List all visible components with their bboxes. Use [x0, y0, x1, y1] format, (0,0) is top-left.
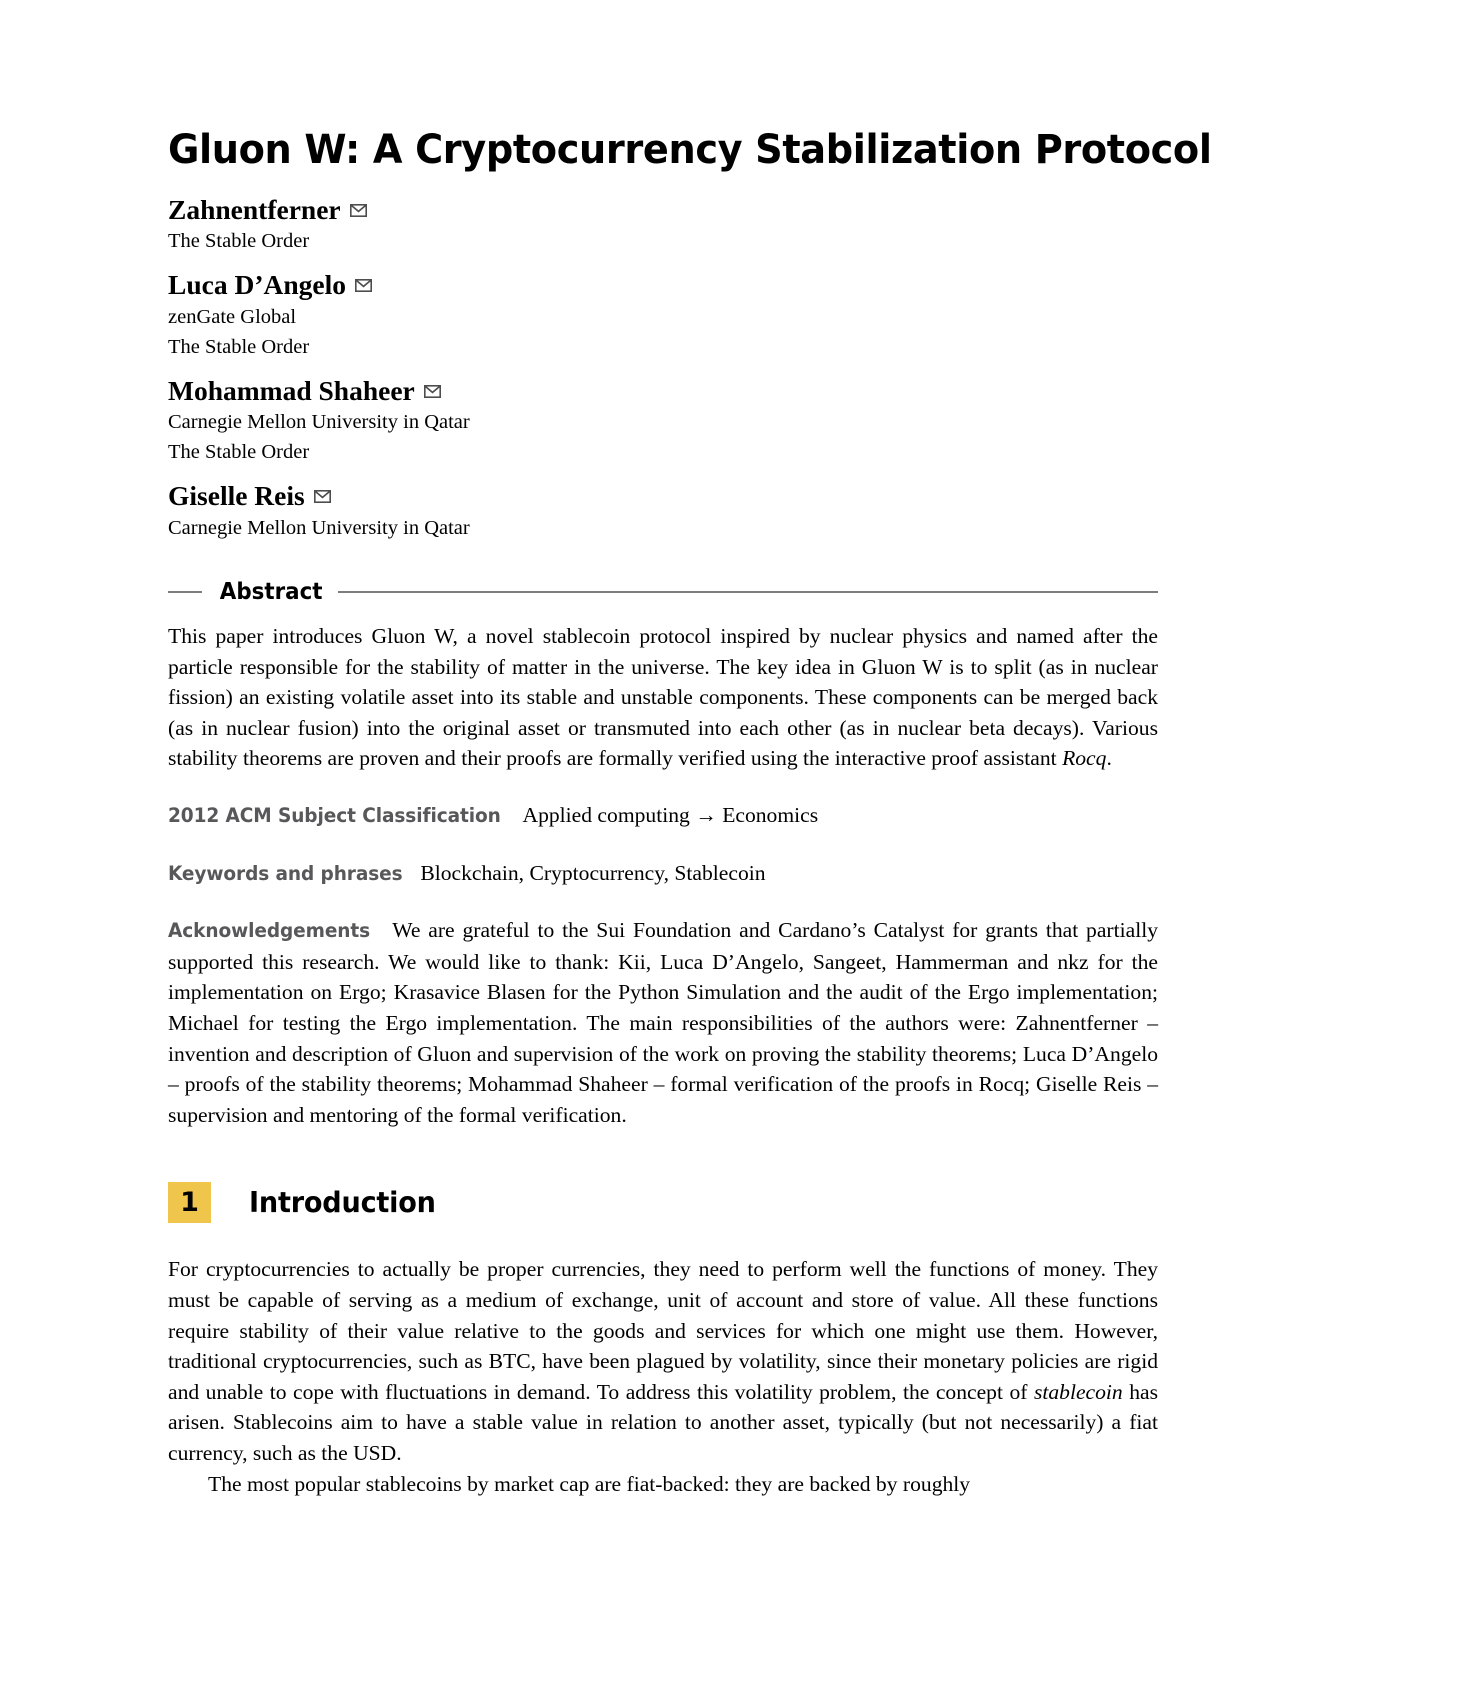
author-list — [168, 194, 1158, 544]
abstract-label: Abstract — [219, 579, 323, 606]
section-paragraph — [168, 1254, 1158, 1468]
author-entry — [168, 480, 1158, 543]
keywords-label: Keywords and phrases — [168, 861, 403, 885]
author-affiliation: zenGate Global — [168, 305, 297, 328]
abstract-italic-term: Rocq — [1062, 746, 1107, 771]
paper-content-column — [168, 0, 1212, 1499]
abstract-text — [168, 621, 1158, 774]
author-name: Giselle Reis — [168, 480, 305, 512]
keywords-value: Blockchain, Cryptocurrency, Stablecoin — [420, 860, 766, 885]
author-name: Zahnentferner — [168, 193, 341, 225]
paragraph-italic-term: stablecoin — [1033, 1379, 1123, 1404]
acm-classification-label: 2012 ACM Subject Classification — [168, 804, 501, 828]
author-affiliation: The Stable Order — [168, 335, 310, 358]
keywords — [168, 858, 1158, 890]
author-affiliation: Carnegie Mellon University in Qatar — [168, 411, 470, 434]
section-number-badge — [168, 1182, 211, 1223]
acknowledgements-value: We are grateful to the Sui Foundation and Cardano’s Catalyst for grants that partially supported this research. We would like to thank: Kii, Luca D’Angelo, Sangeet, Hammerman and nkz for the implementation on Ergo; Krasavice Blasen for the Python Simulation and the audit of the Ergo implementation; Michael for testing the Ergo implementation. The main responsibilities of the authors were: Zahnentferner – invention and description of Gluon and supervision of the work on proving the stability theorems; Luca D’Angelo – proofs of the stability theorems; Mohammad Shaheer – formal verification of the proofs in Rocq; Giselle Reis – supervision and mentoring of the formal verification. — [168, 918, 1158, 1127]
envelope-icon[interactable] — [424, 385, 441, 398]
author-name: Mohammad Shaheer — [168, 374, 415, 406]
abstract-rule-left — [168, 591, 202, 594]
author-name: Luca D’Angelo — [168, 269, 346, 301]
section-paragraph — [168, 1469, 1158, 1500]
author-affiliation: Carnegie Mellon University in Qatar — [168, 516, 470, 539]
envelope-icon[interactable] — [350, 204, 367, 217]
author-entry — [168, 194, 1158, 257]
section-heading-introduction — [168, 1182, 1158, 1223]
acm-classification-value: Applied computing → Economics — [522, 803, 819, 828]
page-title: Gluon W: A Cryptocurrency Stabilization Protocol — [168, 125, 1212, 173]
abstract-text-part1: This paper introduces Gluon W, a novel stablecoin protocol inspired by nuclear physics and named after the particle responsible for the stability of matter in the universe. The key idea in Gluon W is to split (as in nuclear fission) an existing volatile asset into its stable and unstable components. These components can be merged back (as in nuclear fusion) into the original asset or transmuted into each other (as in nuclear beta decays). Various stability theorems are proven and their proofs are formally verified using the interactive proof assistant — [168, 624, 1158, 771]
paragraph-part1: The most popular stablecoins by market cap are fiat-backed: they are backed by roughly — [208, 1471, 971, 1496]
acm-classification — [168, 800, 1158, 832]
abstract-heading — [168, 579, 1158, 605]
envelope-icon[interactable] — [355, 279, 372, 292]
acknowledgements-label: Acknowledgements — [168, 919, 371, 943]
section-number: 1 — [180, 1187, 199, 1219]
envelope-icon[interactable] — [314, 490, 331, 503]
paragraph-part2: has arisen. Stablecoins aim to have a stable value in relation to another asset, typically (but not necessarily) a fiat currency, such as the USD. — [168, 1379, 1158, 1465]
author-entry — [168, 375, 1158, 468]
abstract-rule-right — [338, 591, 1158, 594]
author-affiliation: The Stable Order — [168, 229, 310, 252]
section-title: Introduction — [249, 1186, 436, 1220]
author-entry — [168, 269, 1158, 362]
author-affiliation: The Stable Order — [168, 441, 310, 464]
acknowledgements — [168, 915, 1158, 1130]
abstract-text-part2: . — [1106, 746, 1112, 771]
paragraph-part1: For cryptocurrencies to actually be proper currencies, they need to perform well the functions of money. They must be capable of serving as a medium of exchange, unit of account and store of value. All these functions require stability of their value relative to the goods and services for which one might use them. However, traditional cryptocurrencies, such as BTC, have been plagued by volatility, since their monetary policies are rigid and unable to cope with fluctuations in demand. To address this volatility problem, the concept of — [168, 1257, 1158, 1404]
